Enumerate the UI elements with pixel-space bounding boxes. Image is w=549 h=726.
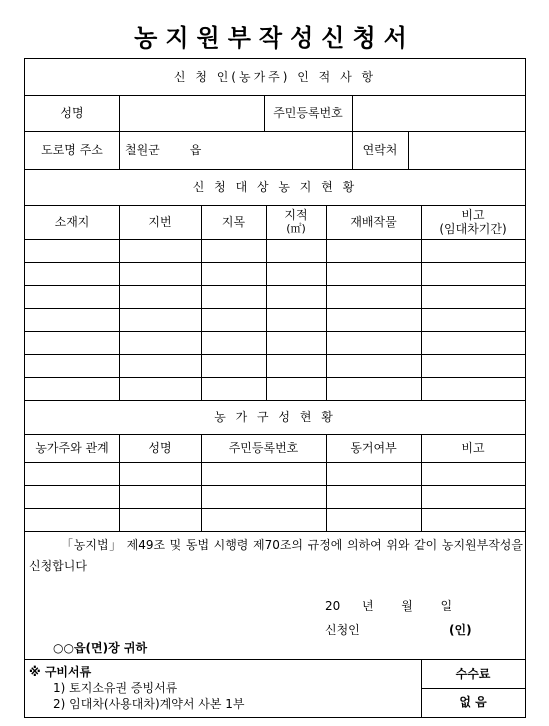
table-row[interactable] <box>25 285 525 286</box>
bottom-box <box>24 660 526 718</box>
applicant-signature-label: 신청인 <box>325 623 360 637</box>
col-area <box>266 205 326 239</box>
household-section-heading: 농 가 구 성 현 황 <box>214 410 336 424</box>
contact-label: 연락처 <box>362 143 398 157</box>
col-member-name: 성명 <box>148 441 172 455</box>
col-area-label: 지적 <box>284 208 308 222</box>
address-town: 읍 <box>189 143 202 157</box>
date-year-unit: 년 <box>361 599 374 613</box>
seal-mark: (인) <box>449 623 472 637</box>
col-member-rrn: 주민등록번호 <box>228 441 299 455</box>
date-year: 20 <box>325 599 341 613</box>
divider <box>201 434 202 531</box>
applicant-section-heading: 신 청 인(농가주) 인 적 사 항 <box>173 70 377 84</box>
date-line <box>325 597 452 614</box>
col-area-unit: (㎡) <box>286 222 306 235</box>
contact-field[interactable] <box>408 131 525 169</box>
table-row[interactable] <box>25 485 525 486</box>
table-row[interactable] <box>25 262 525 263</box>
rrn-field[interactable] <box>352 95 525 131</box>
divider <box>421 434 422 531</box>
divider <box>326 434 327 531</box>
col-remarks <box>421 205 525 239</box>
col-land-category: 지목 <box>221 215 246 229</box>
divider <box>25 531 525 532</box>
divider <box>421 205 422 400</box>
rrn-label: 주민등록번호 <box>273 106 343 120</box>
divider <box>326 205 327 400</box>
document-item: 2) 임대차(사용대차)계약서 사본 1부 <box>53 697 245 711</box>
declaration-text: 「농지법」 제49조 및 동법 시행령 제70조의 규정에 의하여 위와 같이 농지원부작성을 신청합니다 <box>29 538 523 573</box>
table-row[interactable] <box>25 462 525 463</box>
name-field[interactable] <box>119 95 264 131</box>
table-row[interactable] <box>25 239 525 240</box>
table-row[interactable] <box>25 377 525 378</box>
col-remarks-label: 비고 <box>461 208 485 222</box>
date-day-unit: 일 <box>440 599 453 613</box>
col-member-remarks: 비고 <box>461 441 485 455</box>
form-title: 농지원부작성신청서 <box>134 24 415 52</box>
divider <box>201 205 202 400</box>
divider <box>119 434 120 531</box>
col-location: 소재지 <box>54 215 90 229</box>
date-month-unit: 월 <box>401 599 413 613</box>
address-county: 철원군 <box>125 143 160 157</box>
farmland-section-heading: 신 청 대 상 농 지 현 황 <box>192 180 358 194</box>
documents-heading: ※ 구비서류 <box>29 665 92 679</box>
addressee: ○○읍(면)장 귀하 <box>53 641 148 655</box>
fee-label: 수수료 <box>455 667 491 681</box>
fee-value: 없 음 <box>459 695 487 709</box>
name-label: 성명 <box>60 106 84 120</box>
col-crop: 재배작물 <box>350 215 397 229</box>
col-lot-number: 지번 <box>148 215 172 229</box>
document-item: 1) 토지소유권 증빙서류 <box>53 681 178 695</box>
table-row[interactable] <box>25 308 525 309</box>
table-row[interactable] <box>25 354 525 355</box>
col-remarks-sub: (임대차기간) <box>439 222 507 236</box>
col-relation: 농가주와 관계 <box>35 441 109 455</box>
col-cohabitation: 동거여부 <box>350 441 397 455</box>
address-label: 도로명 주소 <box>41 143 103 157</box>
table-row[interactable] <box>25 331 525 332</box>
application-form <box>24 58 526 660</box>
table-row[interactable] <box>25 508 525 509</box>
divider <box>119 205 120 400</box>
divider <box>266 205 267 400</box>
address-field[interactable] <box>119 131 358 169</box>
